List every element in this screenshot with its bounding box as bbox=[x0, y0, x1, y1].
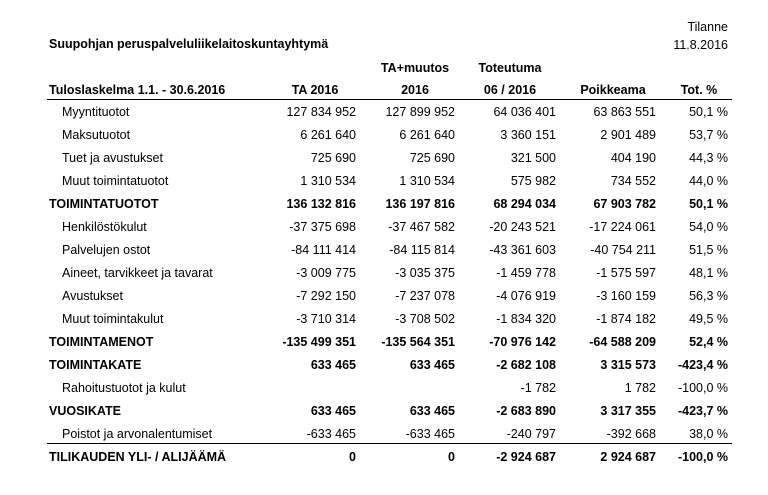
cell-tot-pct: 52,4 % bbox=[689, 335, 728, 349]
cell-tot-pct: 50,1 % bbox=[689, 105, 728, 119]
column-header-toteutuma-line2: 06 / 2016 bbox=[483, 83, 537, 97]
cell-toteutuma: -70 976 142 bbox=[489, 335, 556, 349]
cell-toteutuma: -2 924 687 bbox=[496, 450, 556, 464]
cell-poikkeama: 2 924 687 bbox=[600, 450, 656, 464]
cell-ta-muutos: -135 564 351 bbox=[381, 335, 455, 349]
cell-poikkeama: -40 754 211 bbox=[590, 243, 656, 257]
cell-ta: -3 009 775 bbox=[296, 266, 356, 280]
cell-poikkeama: 63 863 551 bbox=[593, 105, 656, 119]
cell-tot-pct: 53,7 % bbox=[689, 128, 728, 142]
cell-toteutuma: -1 834 320 bbox=[496, 312, 556, 326]
cell-poikkeama: 67 903 782 bbox=[593, 197, 656, 211]
cell-poikkeama: -64 588 209 bbox=[589, 335, 656, 349]
row-label: Avustukset bbox=[62, 289, 123, 303]
cell-toteutuma: -43 361 603 bbox=[489, 243, 556, 257]
column-header-ta-muutos-line2: 2016 bbox=[401, 83, 429, 97]
table-row bbox=[0, 240, 768, 263]
cell-ta-muutos: 633 465 bbox=[409, 404, 455, 418]
cell-toteutuma: -20 243 521 bbox=[489, 220, 556, 234]
table-row bbox=[0, 263, 768, 286]
cell-toteutuma: 3 360 151 bbox=[500, 128, 556, 142]
header-rule bbox=[47, 99, 732, 100]
column-header-label: Tuloslaskelma 1.1. - 30.6.2016 bbox=[49, 83, 226, 97]
cell-tot-pct: -423,7 % bbox=[677, 404, 728, 418]
table-row bbox=[0, 447, 768, 470]
cell-toteutuma: 575 982 bbox=[510, 174, 556, 188]
cell-poikkeama: 3 315 573 bbox=[600, 358, 656, 372]
row-label: Aineet, tarvikkeet ja tavarat bbox=[62, 266, 213, 280]
cell-ta: -7 292 150 bbox=[296, 289, 356, 303]
cell-poikkeama: -17 224 061 bbox=[589, 220, 656, 234]
cell-ta-muutos: -37 467 582 bbox=[388, 220, 455, 234]
cell-ta-muutos: -84 115 814 bbox=[389, 243, 455, 257]
cell-toteutuma: -2 683 890 bbox=[496, 404, 556, 418]
cell-ta: 6 261 640 bbox=[300, 128, 356, 142]
cell-ta-muutos: 725 690 bbox=[409, 151, 455, 165]
footer-rule bbox=[47, 443, 732, 444]
cell-tot-pct: 56,3 % bbox=[689, 289, 728, 303]
cell-ta-muutos: -7 237 078 bbox=[395, 289, 455, 303]
cell-ta: 1 310 534 bbox=[300, 174, 356, 188]
cell-ta: 127 834 952 bbox=[286, 105, 356, 119]
cell-ta-muutos: 136 197 816 bbox=[385, 197, 455, 211]
cell-poikkeama: 3 317 355 bbox=[600, 404, 656, 418]
cell-ta: 633 465 bbox=[310, 358, 356, 372]
cell-ta: 725 690 bbox=[310, 151, 356, 165]
cell-toteutuma: -1 782 bbox=[520, 381, 556, 395]
cell-toteutuma: -2 682 108 bbox=[496, 358, 556, 372]
table-row bbox=[0, 102, 768, 125]
row-label: Rahoitustuotot ja kulut bbox=[62, 381, 186, 395]
cell-poikkeama: 1 782 bbox=[624, 381, 656, 395]
cell-tot-pct: 38,0 % bbox=[689, 427, 728, 441]
table-row bbox=[0, 378, 768, 401]
cell-poikkeama: -3 160 159 bbox=[596, 289, 656, 303]
cell-tot-pct: 44,3 % bbox=[689, 151, 728, 165]
cell-poikkeama: -1 575 597 bbox=[596, 266, 656, 280]
cell-tot-pct: 44,0 % bbox=[689, 174, 728, 188]
cell-poikkeama: -1 874 182 bbox=[596, 312, 656, 326]
cell-toteutuma: -4 076 919 bbox=[496, 289, 556, 303]
cell-ta-muutos: 6 261 640 bbox=[399, 128, 455, 142]
table-row bbox=[0, 125, 768, 148]
row-label: Myyntituotot bbox=[62, 105, 130, 119]
cell-ta: -84 111 414 bbox=[291, 243, 356, 257]
cell-toteutuma: 64 036 401 bbox=[493, 105, 556, 119]
row-label: Muut toimintakulut bbox=[62, 312, 164, 326]
row-label: Maksutuotot bbox=[62, 128, 131, 142]
cell-tot-pct: 48,1 % bbox=[689, 266, 728, 280]
cell-ta-muutos: -633 465 bbox=[405, 427, 455, 441]
table-row bbox=[0, 217, 768, 240]
column-header-toteutuma-line1: Toteutuma bbox=[478, 61, 542, 75]
cell-toteutuma: -240 797 bbox=[506, 427, 556, 441]
cell-poikkeama: 2 901 489 bbox=[600, 128, 656, 142]
cell-tot-pct: -423,4 % bbox=[677, 358, 728, 372]
column-header-tot-pct: Tot. % bbox=[680, 83, 718, 97]
row-label: TILIKAUDEN YLI- / ALIJÄÄMÄ bbox=[49, 450, 227, 464]
cell-ta: -37 375 698 bbox=[289, 220, 356, 234]
row-label: Muut toimintatuotot bbox=[62, 174, 169, 188]
column-header-ta-muutos-line1: TA+muutos bbox=[380, 61, 450, 75]
row-label: TOIMINTATUOTOT bbox=[49, 197, 159, 211]
table-row bbox=[0, 332, 768, 355]
cell-ta-muutos: -3 035 375 bbox=[395, 266, 455, 280]
cell-tot-pct: 50,1 % bbox=[689, 197, 728, 211]
cell-ta: -633 465 bbox=[306, 427, 356, 441]
cell-tot-pct: -100,0 % bbox=[677, 381, 728, 395]
cell-ta-muutos: 0 bbox=[448, 450, 455, 464]
table-row bbox=[0, 171, 768, 194]
cell-tot-pct: 54,0 % bbox=[689, 220, 728, 234]
row-label: Poistot ja arvonalentumiset bbox=[62, 427, 213, 441]
table-row bbox=[0, 355, 768, 378]
cell-ta-muutos: 127 899 952 bbox=[385, 105, 455, 119]
cell-poikkeama: 734 552 bbox=[610, 174, 656, 188]
cell-ta: 633 465 bbox=[310, 404, 356, 418]
cell-ta: -3 710 314 bbox=[296, 312, 356, 326]
status-date: 11.8.2016 bbox=[673, 38, 728, 52]
column-header-ta: TA 2016 bbox=[291, 83, 339, 97]
row-label: Palvelujen ostot bbox=[62, 243, 151, 257]
cell-ta: 136 132 816 bbox=[286, 197, 356, 211]
table-row bbox=[0, 148, 768, 171]
cell-ta-muutos: 633 465 bbox=[409, 358, 455, 372]
table-row bbox=[0, 286, 768, 309]
cell-poikkeama: -392 668 bbox=[606, 427, 656, 441]
status-label: Tilanne bbox=[687, 20, 728, 34]
cell-ta-muutos: 1 310 534 bbox=[399, 174, 455, 188]
cell-tot-pct: -100,0 % bbox=[677, 450, 728, 464]
cell-ta: -135 499 351 bbox=[282, 335, 356, 349]
org-name: Suupohjan peruspalveluliikelaitoskuntayhtymä bbox=[49, 37, 329, 51]
table-row bbox=[0, 194, 768, 217]
cell-toteutuma: 321 500 bbox=[510, 151, 556, 165]
cell-poikkeama: 404 190 bbox=[610, 151, 656, 165]
cell-tot-pct: 49,5 % bbox=[689, 312, 728, 326]
row-label: TOIMINTAMENOT bbox=[49, 335, 154, 349]
cell-tot-pct: 51,5 % bbox=[689, 243, 728, 257]
cell-ta-muutos: -3 708 502 bbox=[395, 312, 455, 326]
row-label: Tuet ja avustukset bbox=[62, 151, 163, 165]
row-label: Henkilöstökulut bbox=[62, 220, 147, 234]
cell-toteutuma: -1 459 778 bbox=[496, 266, 556, 280]
row-label: VUOSIKATE bbox=[49, 404, 121, 418]
cell-toteutuma: 68 294 034 bbox=[493, 197, 556, 211]
cell-ta: 0 bbox=[349, 450, 356, 464]
table-row bbox=[0, 309, 768, 332]
table-row bbox=[0, 401, 768, 424]
row-label: TOIMINTAKATE bbox=[49, 358, 142, 372]
column-header-poikkeama: Poikkeama bbox=[580, 83, 646, 97]
